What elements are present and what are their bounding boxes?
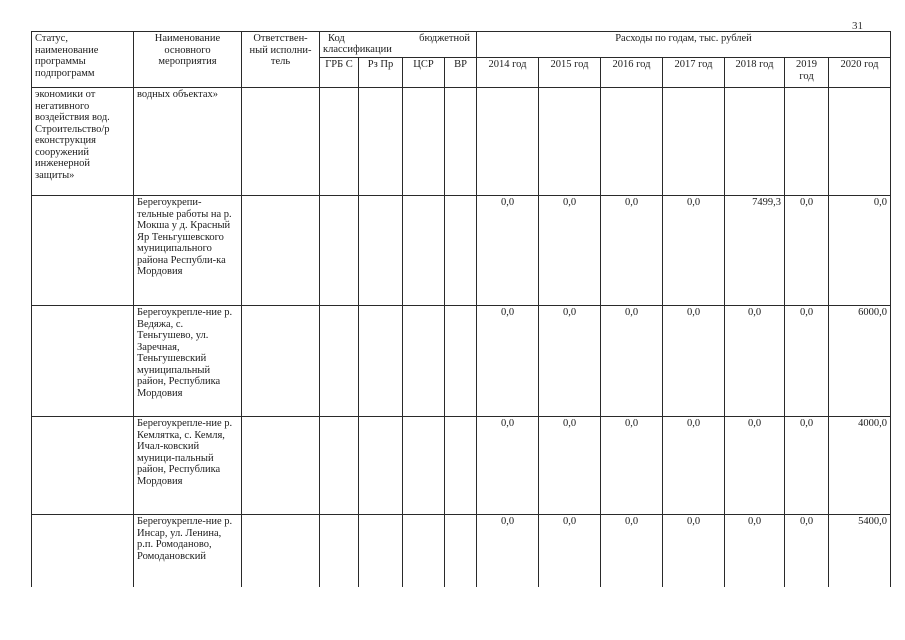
header-name: Наименование основного мероприятия	[134, 32, 242, 88]
header-year-2018: 2018 год	[725, 58, 785, 88]
value-2020: 6000,0	[829, 306, 891, 417]
table-row	[32, 196, 891, 306]
budget-table	[31, 31, 891, 587]
header-code-grbs: ГРБ С	[320, 58, 359, 88]
header-classification-word: классификации	[323, 44, 392, 55]
header-year-2014: 2014 год	[477, 58, 539, 88]
row-value-cell	[477, 88, 539, 196]
table-row	[32, 515, 891, 587]
header-code-rzpr: Рз Пр	[359, 58, 403, 88]
header-status: Статус, наименование программы подпрограмм	[32, 32, 134, 88]
row-code-cell	[320, 417, 359, 515]
row-code-cell	[359, 417, 403, 515]
row-status	[32, 515, 134, 587]
row-value-cell	[601, 88, 663, 196]
header-code-csr: ЦСР	[403, 58, 445, 88]
value-2020: 4000,0	[829, 417, 891, 515]
row-name: Берегоукрепи-тельные работы на р. Мокша у д. Красный Яр Теньгушевского муниципального района Республи-ка Мордовия	[134, 196, 242, 306]
header-code-vr: ВР	[445, 58, 477, 88]
row-code-cell	[403, 196, 445, 306]
value-2016: 0,0	[601, 196, 663, 306]
row-status: экономики от негативного воздействия вод. Строительство/р еконструкция сооружений инженерной защиты»	[32, 88, 134, 196]
header-year-2016: 2016 год	[601, 58, 663, 88]
value-2014: 0,0	[477, 515, 539, 587]
value-2017: 0,0	[663, 306, 725, 417]
value-2014: 0,0	[477, 417, 539, 515]
row-responsible	[242, 88, 320, 196]
row-code-cell	[359, 88, 403, 196]
row-status	[32, 417, 134, 515]
row-value-cell	[539, 88, 601, 196]
value-2018: 7499,3	[725, 196, 785, 306]
row-code-cell	[403, 515, 445, 587]
value-2019: 0,0	[785, 196, 829, 306]
row-name: Берегоукрепле-ние р. Инсар, ул. Ленина, р.п. Ромоданово, Ромодановский	[134, 515, 242, 587]
header-year-2019: 2019 год	[785, 58, 829, 88]
header-responsible: Ответствен-ный исполни-тель	[242, 32, 320, 88]
row-code-cell	[403, 88, 445, 196]
value-2019: 0,0	[785, 515, 829, 587]
header-year-2020: 2020 год	[829, 58, 891, 88]
row-responsible	[242, 515, 320, 587]
value-2015: 0,0	[539, 417, 601, 515]
value-2016: 0,0	[601, 515, 663, 587]
row-code-cell	[445, 88, 477, 196]
row-code-cell	[320, 515, 359, 587]
row-name: Берегоукрепле-ние р. Кемлятка, с. Кемля, Ичал-ковский муници-пальный район, Республика Мордовия	[134, 417, 242, 515]
row-code-cell	[359, 306, 403, 417]
row-responsible	[242, 306, 320, 417]
page-number: 31	[852, 20, 863, 32]
header-budget-code	[320, 32, 477, 58]
row-code-cell	[320, 196, 359, 306]
header-row-top	[32, 32, 891, 58]
row-code-cell	[403, 417, 445, 515]
value-2015: 0,0	[539, 306, 601, 417]
value-2016: 0,0	[601, 417, 663, 515]
row-value-cell	[785, 88, 829, 196]
header-expenses: Расходы по годам, тыс. рублей	[477, 32, 891, 58]
row-code-cell	[403, 306, 445, 417]
row-code-cell	[359, 196, 403, 306]
value-2014: 0,0	[477, 306, 539, 417]
row-code-cell	[445, 306, 477, 417]
row-code-cell	[445, 515, 477, 587]
table-row	[32, 306, 891, 417]
row-status	[32, 306, 134, 417]
header-code-word: Код	[328, 33, 345, 44]
value-2020: 5400,0	[829, 515, 891, 587]
row-value-cell	[725, 88, 785, 196]
row-code-cell	[445, 196, 477, 306]
table-row	[32, 88, 891, 196]
row-responsible	[242, 417, 320, 515]
row-code-cell	[320, 306, 359, 417]
value-2017: 0,0	[663, 515, 725, 587]
row-value-cell	[663, 88, 725, 196]
value-2018: 0,0	[725, 417, 785, 515]
header-year-2015: 2015 год	[539, 58, 601, 88]
value-2018: 0,0	[725, 306, 785, 417]
value-2019: 0,0	[785, 306, 829, 417]
value-2018: 0,0	[725, 515, 785, 587]
table-row	[32, 417, 891, 515]
row-status	[32, 196, 134, 306]
row-name: водных объектах»	[134, 88, 242, 196]
value-2014: 0,0	[477, 196, 539, 306]
row-value-cell	[829, 88, 891, 196]
header-year-2017: 2017 год	[663, 58, 725, 88]
value-2015: 0,0	[539, 515, 601, 587]
row-name: Берегоукрепле-ние р. Ведяжа, с. Теньгушево, ул. Заречная, Теньгушевский муниципальный район, Республика Мордовия	[134, 306, 242, 417]
value-2020: 0,0	[829, 196, 891, 306]
row-responsible	[242, 196, 320, 306]
value-2015: 0,0	[539, 196, 601, 306]
row-code-cell	[320, 88, 359, 196]
row-code-cell	[445, 417, 477, 515]
value-2017: 0,0	[663, 417, 725, 515]
row-code-cell	[359, 515, 403, 587]
header-budget-word: бюджетной	[419, 33, 470, 44]
value-2016: 0,0	[601, 306, 663, 417]
value-2019: 0,0	[785, 417, 829, 515]
value-2017: 0,0	[663, 196, 725, 306]
